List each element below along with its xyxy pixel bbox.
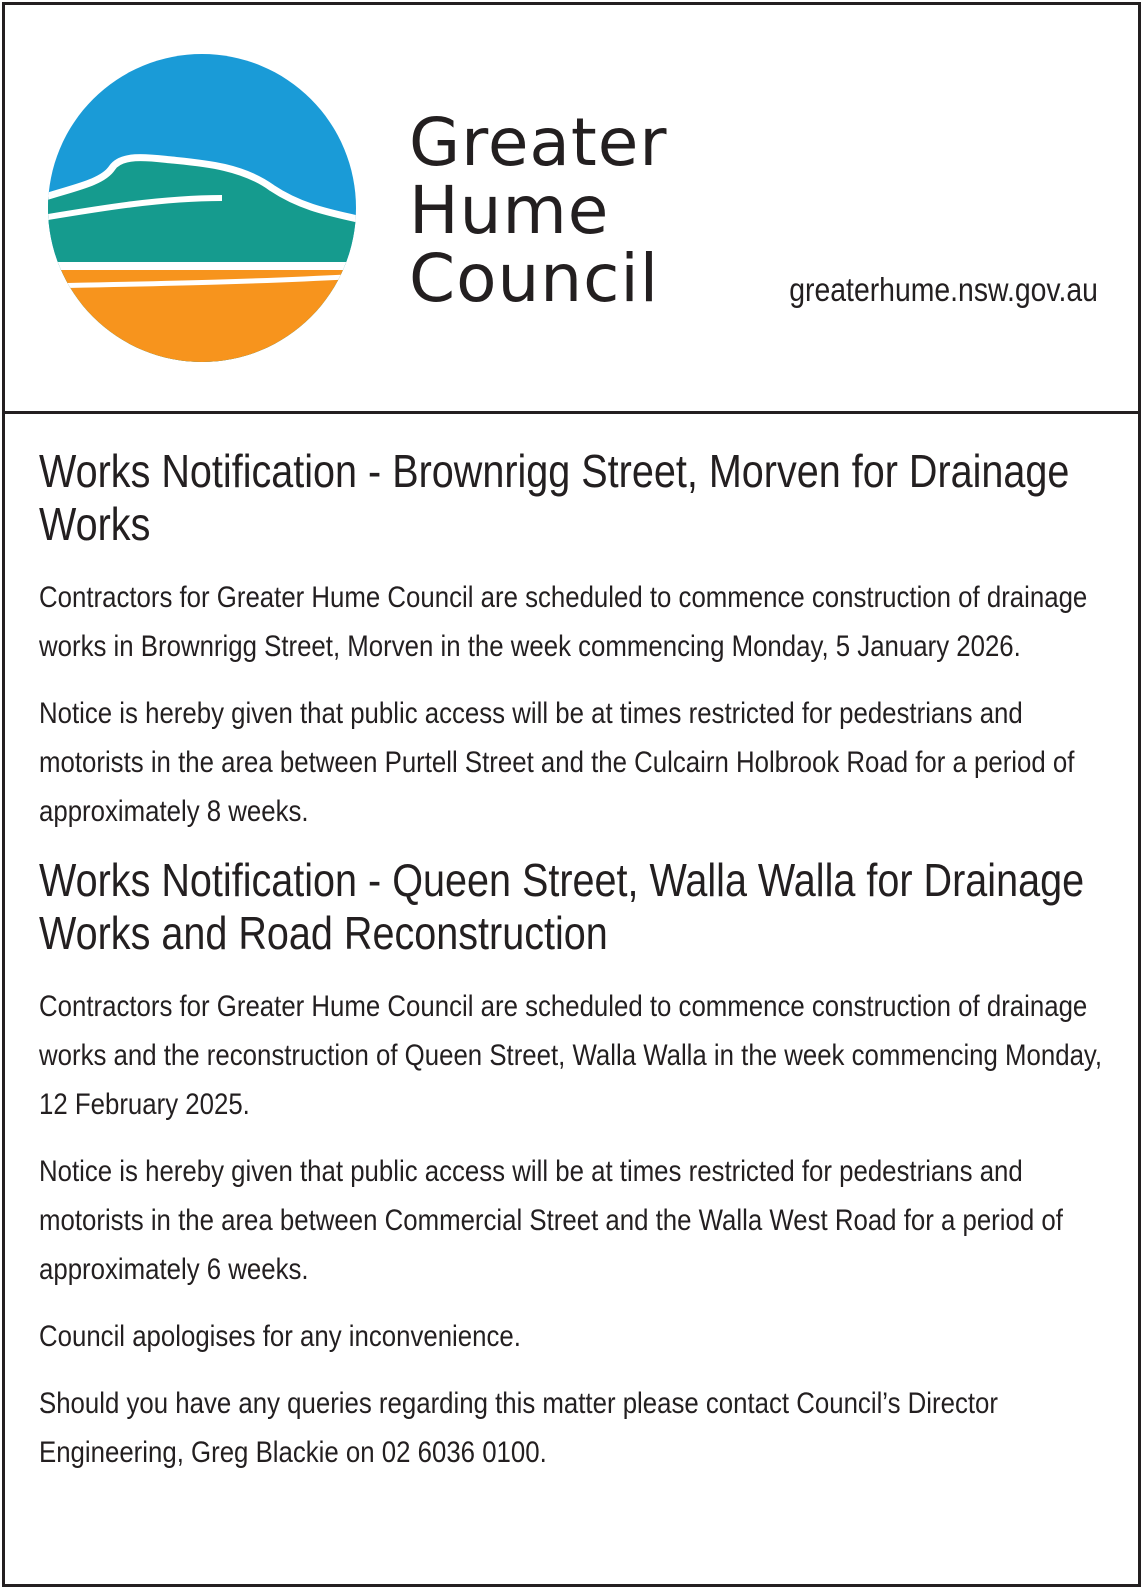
- notices: [39, 445, 1119, 1495]
- header: [5, 5, 1138, 414]
- notice-paragraph: Notice is hereby given that public access will be at times restricted for pedestrians and motorists in the area between Commercial Street and the Walla West Road for a period of approximately 6 weeks.: [39, 1155, 1063, 1286]
- notice-heading: Works Notification - Brownrigg Street, Morven for Drainage Works: [39, 445, 1070, 550]
- website-url[interactable]: greaterhume.nsw.gov.au: [789, 271, 1098, 308]
- notice-morven: [39, 445, 1119, 836]
- contact-text: Should you have any queries regarding this matter please contact Council’s Director Engineering, Greg Blackie on 02 6036 0100.: [39, 1387, 998, 1469]
- wordmark-line-1: Greater: [409, 104, 668, 181]
- wordmark-line-3: Council: [409, 240, 660, 317]
- apology-text: Council apologises for any inconvenience.: [39, 1320, 521, 1353]
- notice-paragraph: Contractors for Greater Hume Council are scheduled to commence construction of drainage works and the reconstruction of Queen Street, Walla Walla in the week commencing Monday, 12 February 2025.: [39, 990, 1103, 1121]
- council-logo-icon: [42, 48, 362, 368]
- advertisement-frame: [2, 2, 1141, 1587]
- notice-walla-walla: [39, 854, 1119, 1477]
- wordmark-line-2: Hume: [409, 172, 610, 249]
- notice-heading: Works Notification - Queen Street, Walla Walla for Drainage Works and Road Reconstruction: [39, 854, 1085, 959]
- notice-paragraph: Notice is hereby given that public access will be at times restricted for pedestrians and motorists in the area between Purtell Street and the Culcairn Holbrook Road for a period of approximately 8 weeks.: [39, 697, 1075, 828]
- notice-paragraph: Contractors for Greater Hume Council are scheduled to commence construction of drainage works in Brownrigg Street, Morven in the week commencing Monday, 5 January 2026.: [39, 581, 1088, 663]
- logo-wordmark: [409, 104, 668, 317]
